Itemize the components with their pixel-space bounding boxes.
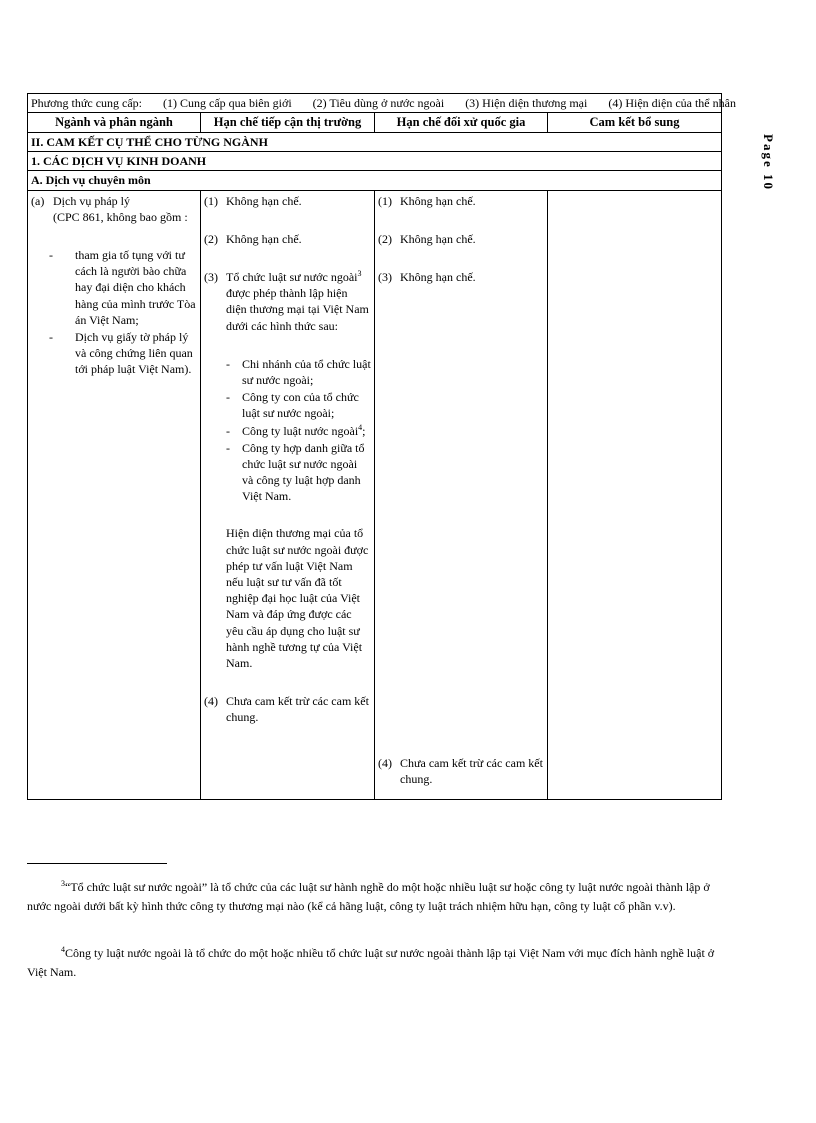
footnote-4 xyxy=(27,944,721,981)
sector-exclusion-2: Dịch vụ giấy tờ pháp lý và công chứng liên quan tới pháp luật Việt Nam). xyxy=(75,329,193,377)
header-market-access: Hạn chế tiếp cận thị trường xyxy=(201,113,375,133)
dash-marker: - xyxy=(226,423,230,438)
footnote-ref-4: 4 xyxy=(358,422,363,432)
ma-mode-1: Không hạn chế. xyxy=(226,193,302,208)
header-row xyxy=(28,113,722,133)
footnote-ref-3: 3 xyxy=(357,269,362,278)
dash-marker: - xyxy=(49,248,53,262)
nt-mode-4-num: (4) xyxy=(378,755,392,770)
ma-mode-1-num: (1) xyxy=(204,193,218,208)
section-heading-ii: II. CAM KẾT CỤ THỂ CHO TỪNG NGÀNH xyxy=(28,133,722,152)
nt-mode-2: Không hạn chế. xyxy=(400,231,476,246)
nt-mode-1: Không hạn chế. xyxy=(400,193,476,208)
nt-mode-3: Không hạn chế. xyxy=(400,270,476,284)
ma-mode-2-num: (2) xyxy=(204,231,218,246)
ma-form-3: Công ty luật nước ngoài$^4$; xyxy=(242,422,366,438)
footnote-3-mark: 3 xyxy=(61,879,65,888)
modes-label: Phương thức cung cấp: xyxy=(31,96,142,110)
ma-mode-2: Không hạn chế. xyxy=(226,231,302,246)
dash-marker: - xyxy=(226,356,230,371)
sector-cell xyxy=(28,190,201,799)
nt-mode-4: Chưa cam kết trừ các cam kết chung. xyxy=(400,755,543,786)
page-number-label: Page 10 xyxy=(761,134,776,191)
mode-3: (3) Hiện diện thương mại xyxy=(465,96,588,110)
nt-mode-3-num: (3) xyxy=(378,270,392,284)
header-national-treatment: Hạn chế đối xử quốc gia xyxy=(375,113,548,133)
footnote-4-text: Công ty luật nước ngoài là tổ chức do một hoặc nhiều tổ chức luật sư nước ngoài thành lập tại Việt Nam với mục đích hành nghề luật ở Việt Nam. xyxy=(27,946,715,979)
nt-mode-1-num: (1) xyxy=(378,193,392,208)
supply-modes-row xyxy=(28,94,722,113)
dash-marker: - xyxy=(226,390,230,405)
ma-form-4: Công ty hợp danh giữa tổ chức luật sư nước ngoài và công ty luật hợp danh Việt Nam. xyxy=(242,440,365,504)
ma-mode-4: Chưa cam kết trừ các cam kết chung. xyxy=(226,694,369,725)
market-access-cell xyxy=(201,190,375,799)
nt-mode-2-num: (2) xyxy=(378,231,392,246)
mode-1: (1) Cung cấp qua biên giới xyxy=(163,96,292,110)
ma-mode-3-num: (3) xyxy=(204,270,218,284)
footnote-4-mark: 4 xyxy=(61,945,65,954)
sector-title: Dịch vụ pháp lý xyxy=(53,193,130,208)
section-heading-1: 1. CÁC DỊCH VỤ KINH DOANH xyxy=(28,152,722,171)
mode-4: (4) Hiện diện của thể nhân xyxy=(608,96,736,110)
legal-services-row xyxy=(28,190,722,799)
commitment-table xyxy=(27,93,736,800)
sector-code: (a) xyxy=(31,193,45,208)
section-heading-a: A. Dịch vụ chuyên môn xyxy=(28,171,722,190)
footnote-3-text: “Tổ chức luật sư nước ngoài” là tổ chức của các luật sư hành nghề do một hoặc nhiều luật sư hoặc công ty luật nước ngoài thành lập ở nước ngoài dưới bất kỳ hình thức công ty thương mại nào (kể cả hãng luật, công ty luật trách nhiệm hữu hạn, công ty luật cổ phần v.v). xyxy=(27,880,710,913)
ma-form-2: Công ty con của tổ chức luật sư nước ngoài; xyxy=(242,390,359,421)
supply-modes xyxy=(28,94,736,113)
dash-marker: - xyxy=(49,329,53,344)
header-sector: Ngành và phân ngành xyxy=(28,113,201,133)
sector-exclusion-1: tham gia tố tụng với tư cách là người bào chữa hay đại diện cho khách hàng của mình trước Tòa án Việt Nam; xyxy=(75,248,196,327)
header-additional: Cam kết bổ sung xyxy=(548,113,722,133)
national-treatment-cell xyxy=(375,190,548,799)
mode-2: (2) Tiêu dùng ở nước ngoài xyxy=(312,96,445,110)
dash-marker: - xyxy=(226,440,230,455)
footnote-separator xyxy=(27,863,167,864)
additional-commitments-cell xyxy=(548,190,722,799)
ma-paragraph: Hiện diện thương mại của tổ chức luật sư nước ngoài được phép tư vấn luật Việt Nam nếu luật sư tư vấn đã tốt nghiệp đại học luật của Việt Nam và đáp ứng được các yêu cầu áp dụng cho luật sư hành nghề tương tự của Việt Nam. xyxy=(226,526,369,670)
ma-mode-4-num: (4) xyxy=(204,694,218,709)
ma-mode-3: Tổ chức luật sư nước ngoài$^3$ được phép thành lập hiện diện thương mại tại Việt Nam dưới các hình thức sau: xyxy=(226,269,369,333)
footnote-3 xyxy=(27,878,721,915)
sector-cpc: (CPC 861, không bao gồm : xyxy=(53,209,188,224)
ma-form-1: Chi nhánh của tổ chức luật sư nước ngoài; xyxy=(242,356,371,387)
